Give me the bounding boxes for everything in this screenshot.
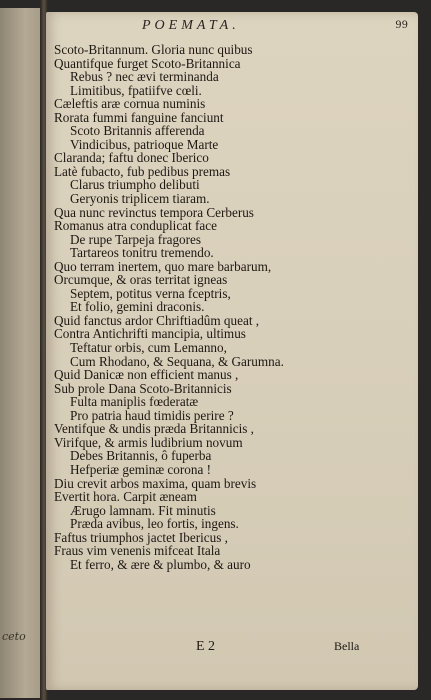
verse-line: Claranda; faftu donec Iberico: [54, 150, 209, 166]
book-page: [46, 12, 418, 690]
left-page-catchword: ceto: [2, 630, 26, 643]
verse-line: Latè fubacto, fub pedibus premas: [54, 163, 231, 179]
verse-line: Ventifque & undis præda Britannicis ,: [54, 421, 254, 437]
verse-line: Geryonis triplicem tiaram.: [70, 191, 210, 207]
verse-line: Contra Antichrifti mancipia, ultimus: [54, 326, 246, 342]
page-footer: [46, 639, 418, 659]
verse-line: Fulta maniplis fœderatæ: [70, 394, 199, 410]
verse-line: Rebus ? nec ævi terminanda: [70, 69, 219, 85]
verse-line: Hefperiæ geminæ corona !: [70, 461, 211, 477]
verse-line: Scoto-Britannum. Gloria nunc quibus: [54, 42, 253, 57]
verse-text: [54, 43, 414, 571]
verse-line: De rupe Tarpeja fragores: [70, 231, 202, 247]
page-header: [46, 18, 418, 36]
verse-line: Diu crevit arbos maxima, quam brevis: [54, 475, 257, 491]
signature-mark: E 2: [196, 639, 216, 654]
verse-line: Rorata fummi fanguine fanciunt: [54, 109, 224, 125]
verse-line: Et ferro, & ære & plumbo, & auro: [70, 556, 251, 572]
verse-line: Qua nunc revinctus tempora Cerberus: [54, 204, 254, 220]
verse-line: Debes Britannis, ô fuperba: [70, 448, 212, 464]
verse-line: Præda avibus, leo fortis, ingens.: [70, 516, 239, 532]
verse-line: Quo terram inertem, quo mare barbarum,: [54, 258, 272, 274]
verse-line: Quid fanctus ardor Chriftiadûm queat ,: [54, 312, 260, 328]
verse-line: Scoto Britannis afferenda: [70, 123, 205, 139]
running-title: POEMATA.: [142, 18, 240, 33]
left-page-edge: [0, 8, 42, 698]
verse-line: Ærugo lamnam. Fit minutis: [70, 502, 216, 518]
verse-line: Romanus atra conduplicat face: [54, 218, 217, 234]
catchword: Bella: [334, 639, 360, 653]
verse-line: Virifque, & armis ludibrium novum: [54, 434, 243, 450]
verse-line: Quantifque furget Scoto-Britannica: [54, 55, 241, 71]
verse-line: Teftatur orbis, cum Lemanno,: [70, 340, 227, 356]
verse-line: Fraus vim venenis mifceat Itala: [54, 543, 221, 559]
verse-line: Septem, potitus verna fceptris,: [70, 285, 231, 301]
verse-line: Tartareos tonitru tremendo.: [70, 245, 214, 261]
verse-line: Et folio, gemini draconis.: [70, 299, 205, 315]
verse-line: Cum Rhodano, & Sequana, & Garumna.: [70, 353, 284, 369]
verse-line: Pro patria haud timidis perire ?: [70, 407, 234, 423]
verse-line: Limitibus, fpatiifve cœli.: [70, 82, 202, 98]
verse-line: Quid Danicæ non efficient manus ,: [54, 367, 239, 383]
verse-line: Cæleftis aræ cornua numinis: [54, 96, 206, 112]
verse-line: Vindicibus, patrioque Marte: [70, 136, 219, 152]
verse-line: Evertit hora. Carpit æneam: [54, 489, 197, 505]
page-number: 99: [395, 20, 408, 31]
verse-line: Orcumque, & oras territat igneas: [54, 272, 228, 288]
verse-line: Faftus triumphos jactet Ibericus ,: [54, 529, 228, 545]
verse-line: Clarus triumpho delibuti: [70, 177, 200, 193]
verse-line: Sub prole Dana Scoto-Britannicis: [54, 380, 232, 396]
